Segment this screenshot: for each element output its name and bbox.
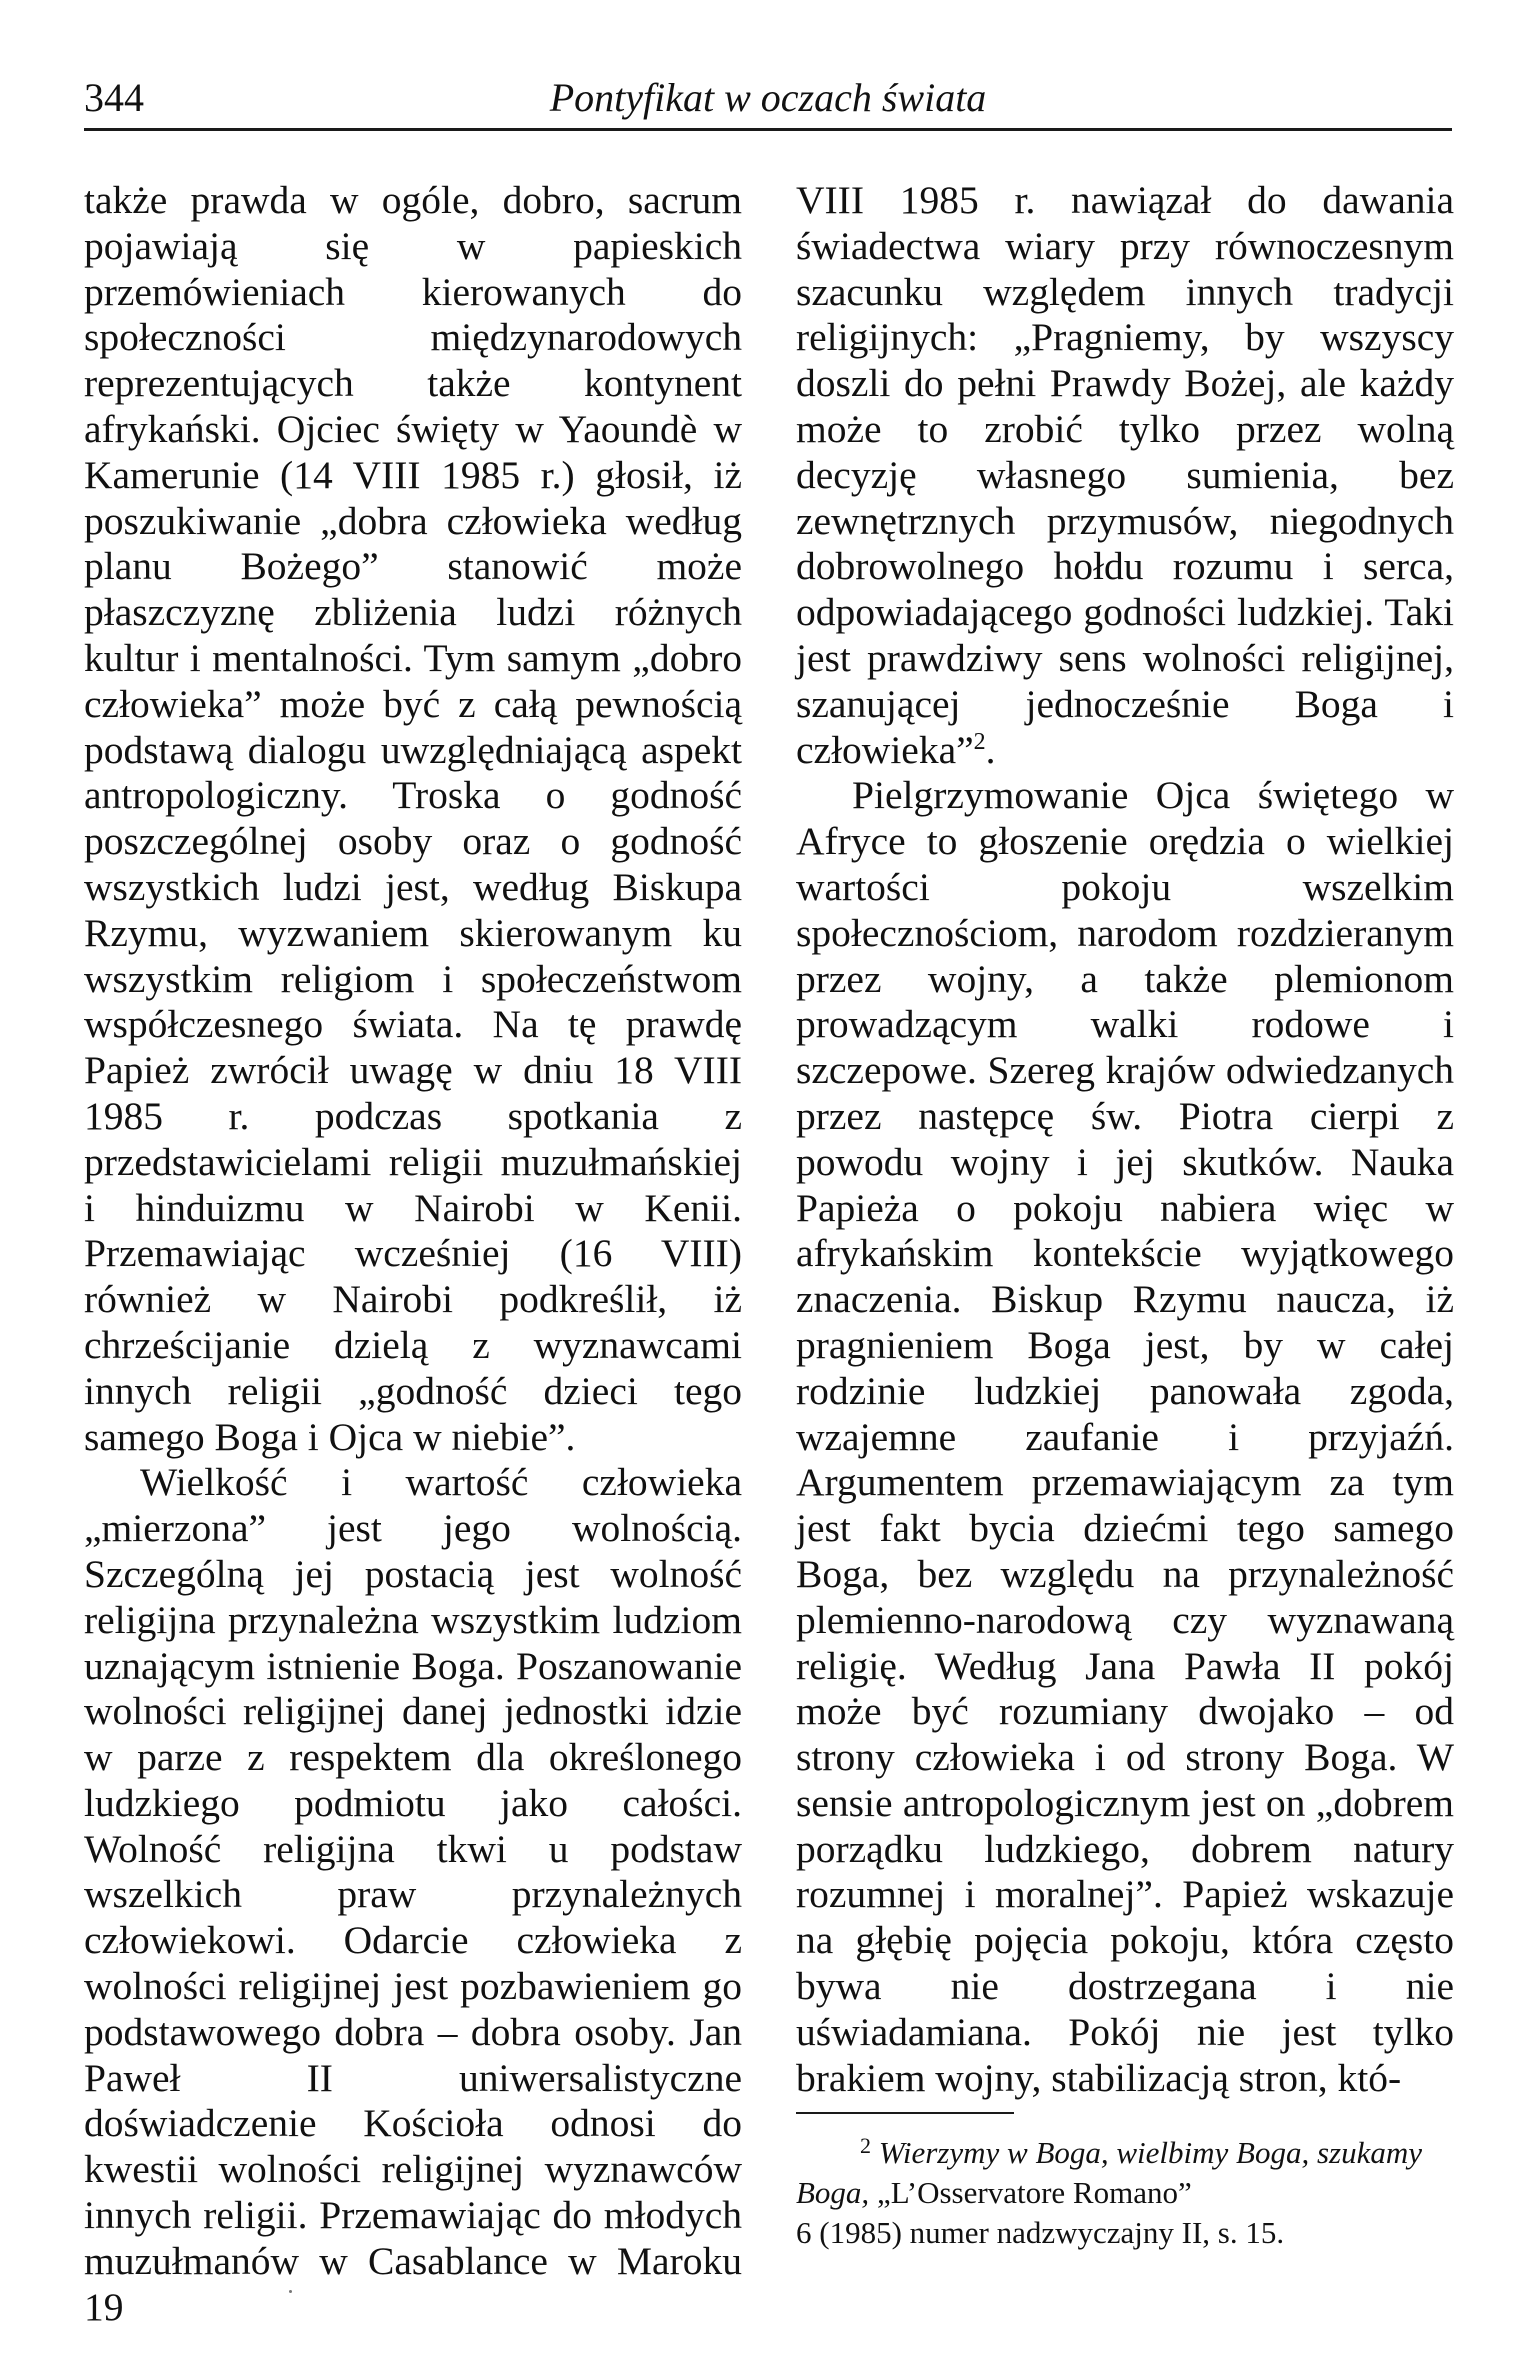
footnote-title: Wierzymy w Boga, wielbimy Boga, szukamy Boga, [796, 2135, 1423, 2210]
footnote-details: 6 (1985) numer nadzwyczajny II, s. 15. [796, 2215, 1285, 2250]
paragraph-text: VIII 1985 r. nawiązał do dawania świadectwa wiary przy równoczesnym szacunku względem innych tradycji religijnych: „Pragniemy, by wszyscy doszli do pełni Prawdy Bożej, ale każdy może to zrobić tylko przez wolną decyzję własnego sumienia, bez zewnętrznych przymusów, niegodnych dobrowolnego hołdu rozumu i serca, odpowiadającego godności ludzkiej. Taki jest prawdziwy sens wolności religijnej, szanującej jednocześnie Boga i człowieka” [796, 178, 1454, 772]
footnote-reference: 2 [973, 728, 986, 755]
footnote-mark: 2 [860, 2133, 871, 2158]
header-rule [84, 128, 1452, 131]
paragraph: także prawda w ogóle, dobro, sacrum pojawiają się w papieskich przemówieniach kierowanych do społeczności międzynarodowych reprezentujących także kontynent afrykański. Ojciec święty w Yaoundè w Kamerunie (14 VIII 1985 r.) głosił, iż poszukiwanie „dobra człowieka według planu Bożego” stanowić może płaszczyznę zbliżenia ludzi różnych kultur i mentalności. Tym samym „dobro człowieka” może być z całą pewnością podstawą dialogu uwzględniającą aspekt antropologiczny. Troska o godność poszczególnej osoby oraz o godność wszystkich ludzi jest, według Biskupa Rzymu, wyzwaniem skierowanym ku wszystkim religiom i społeczeństwom współczesnego świata. Na tę prawdę Papież zwrócił uwagę w dniu 18 VIII 1985 r. podczas spotkania z przedstawicielami religii muzułmańskiej i hinduizmu w Nairobi w Kenii. Przemawiając wcześniej (16 VIII) również w Nairobi podkreślił, iż chrześcijanie dzielą z wyznawcami innych religii „godność dzieci tego samego Boga i Ojca w niebie”. [84, 178, 742, 1459]
right-column [796, 178, 1454, 2101]
page-header [84, 68, 1452, 128]
paragraph: Wielkość i wartość człowieka „mierzona” jest jego wolnością. Szczególną jej postacią jest wolność religijna przynależna wszystkim ludziom uznającym istnienie Boga. Poszanowanie wolności religijnej danej jednostki idzie w parze z respektem dla określonego ludzkiego podmiotu jako całości. Wolność religijna tkwi u podstaw wszelkich praw przynależnych człowiekowi. Odarcie człowieka z wolności religijnej jest pozbawieniem go podstawowego dobra – dobra osoby. Jan Paweł II uniwersalistyczne doświadczenie Kościoła odnosi do kwestii wolności religijnej wyznawców innych religii. Przemawiając do młodych muzułmanów w Casablance w Maroku 19 [84, 1460, 742, 2329]
footnote-line [796, 2126, 1452, 2213]
page-number: 344 [84, 75, 144, 120]
paragraph: Pielgrzymowanie Ojca świętego w Afryce to głoszenie orędzia o wielkiej wartości pokoju wszelkim społecznościom, narodom rozdzieranym przez wojny, a także plemionom prowadzącym walki rodowe i szczepowe. Szereg krajów odwiedzanych przez następcę św. Piotra cierpi z powodu wojny i jej skutków. Nauka Papieża o pokoju nabiera więc w afrykańskim kontekście wyjątkowego znaczenia. Biskup Rzymu naucza, iż pragnieniem Boga jest, by w całej rodzinie ludzkiej panowała zgoda, wzajemne zaufanie i przyjaźń. Argumentem przemawiającym za tym jest fakt bycia dziećmi tego samego Boga, bez względu na przynależność plemienno-narodową czy wyznawaną religię. Według Jana Pawła II pokój może być rozumiany dwojako – od strony człowieka i od strony Boga. W sensie antropologicznym jest on „dobrem porządku ludzkiego, dobrem natury rozumnej i moralnej”. Papież wskazuje na głębię pojęcia pokoju, która często bywa nie dostrzegana i nie uświadamiana. Pokój nie jest tylko brakiem wojny, stabilizacją stron, któ- [796, 773, 1454, 2100]
footnote-source: „L’Osservatore Romano” [876, 2175, 1192, 2210]
footnote-rule [796, 2112, 1014, 2114]
paragraph-end: . [985, 727, 996, 772]
paragraph [796, 178, 1454, 773]
left-column [84, 178, 742, 2330]
running-title: Pontyfikat w oczach świata [549, 75, 987, 120]
footnote [796, 2126, 1452, 2253]
scan-speck [289, 2290, 292, 2293]
